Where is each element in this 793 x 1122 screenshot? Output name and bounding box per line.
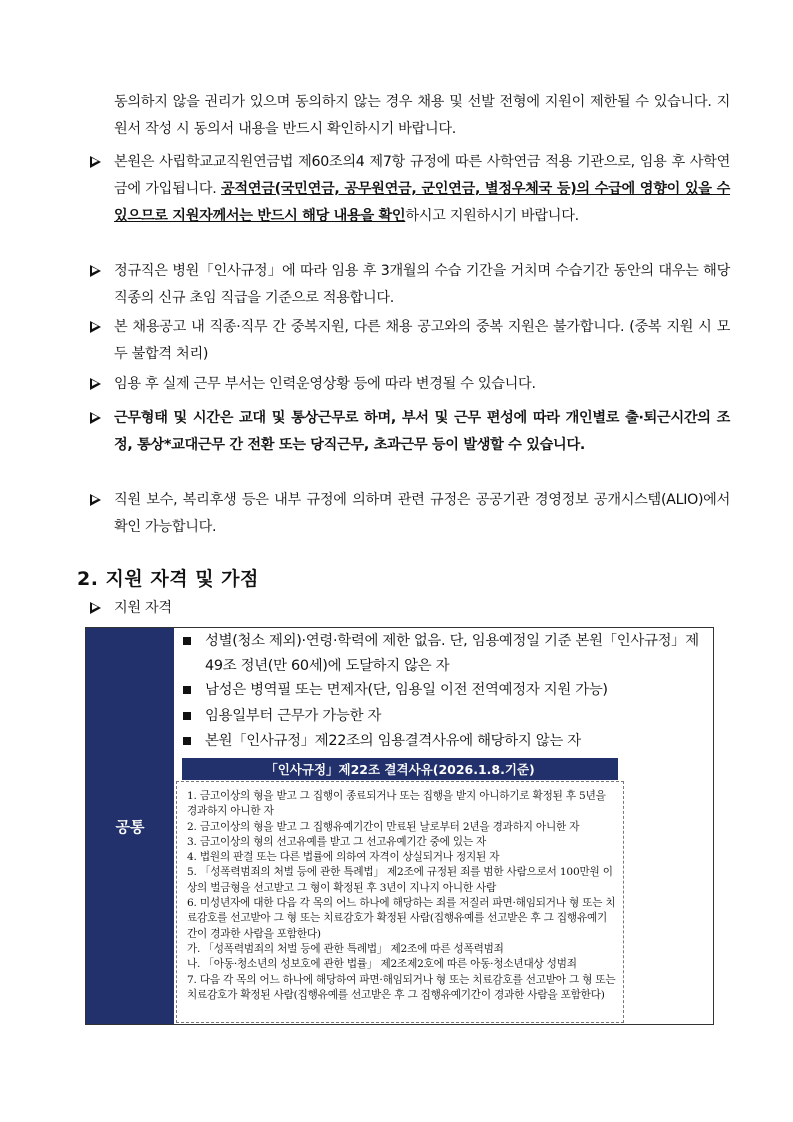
qualification-label: 공통: [86, 628, 174, 1024]
triangle-bullet-icon: [90, 378, 101, 390]
square-bullet-icon: [183, 686, 191, 694]
paragraph-salary-text: 직원 보수, 복리후생 등은 내부 규정에 의하며 관련 규정은 공공기관 경영정보 공개시스템(ALIO)에서 확인 가능합니다.: [114, 492, 730, 535]
paragraph-salary: [90, 487, 730, 541]
section-title: 2. 지원 자격 및 가점: [77, 568, 259, 590]
qualification-item: [183, 629, 711, 679]
qualification-item: [183, 678, 711, 703]
triangle-bullet-icon: [90, 156, 101, 168]
paragraph-department: [90, 371, 730, 398]
pension-text-normal: 본원은 사립학교교직원연금법 제60조의4 제7항 규정에 따른 사학연금 적용 기관으로, 임용 후 사학연금에 가입됩니다.: [114, 154, 730, 197]
triangle-bullet-icon: [90, 321, 101, 333]
disqualification-item: 1. 금고이상의 형을 받고 그 집행이 종료되거나 또는 집행을 받지 아니하기로 확정된 후 5년을 경과하지 아니한 자: [187, 790, 606, 818]
disqualification-item: 6. 미성년자에 대한 다음 각 목의 어느 하나에 해당하는 죄를 저질러 파면·해임되거나 형 또는 치료감호를 선고받아 그 형 또는 치료감호가 확정된 사람(집행유예를 선고받은 후 그 집행유예기간이 경과한 사람을 포함한다): [187, 897, 616, 940]
disqualification-subitem: 나. 「아동·청소년의 성보호에 관한 법률」 제2조제2호에 따른 아동·청소년대상 성범죄: [187, 958, 577, 971]
paragraph-work-shift: [90, 405, 730, 459]
qualification-item-text: 남성은 병역필 또는 면제자(단, 임용일 이전 전역예정자 지원 가능): [205, 682, 608, 698]
disqualification-item: 5. 「성폭력범죄의 처벌 등에 관한 특례법」 제2조에 규정된 죄를 범한 사람으로서 100만원 이상의 벌금형을 선고받고 그 형이 확정된 후 3년이 지나지 아니한 사람: [187, 866, 613, 894]
paragraph-pension-text: [90, 149, 730, 230]
pension-text-tail: 하시고 지원하시기 바랍니다.: [405, 208, 579, 224]
section-subtitle-text: 지원 자격: [114, 600, 172, 616]
qualification-item-text: 임용일부터 근무가 가능한 자: [205, 708, 382, 724]
qualification-item: [183, 704, 711, 729]
triangle-bullet-icon: [90, 494, 101, 506]
triangle-bullet-icon: [90, 412, 101, 424]
paragraph-consent: [90, 89, 730, 143]
square-bullet-icon: [183, 637, 191, 645]
disqualification-subitem: 가. 「성폭력범죄의 처벌 등에 관한 특례법」 제2조에 따른 성폭력범죄: [187, 942, 504, 955]
disqualification-item: 2. 금고이상의 형을 받고 그 집행유예기간이 만료된 날로부터 2년을 경과하지 아니한 자: [187, 820, 580, 833]
paragraph-duplicate-text: 본 채용공고 내 직종·직무 간 중복지원, 다른 채용 공고와의 중복 지원은 불가합니다. (중복 지원 시 모두 불합격 처리): [114, 319, 730, 362]
disqualification-item: 3. 금고이상의 형의 선고유예를 받고 그 선고유예기간 중에 있는 자: [187, 835, 487, 848]
disqualification-list: [187, 789, 617, 1003]
triangle-bullet-icon: [90, 265, 101, 277]
qualification-item-text: 성별(청소 제외)·연령·학력에 제한 없음. 단, 임용예정일 기준 본원「인사규정」제49조 정년(만 60세)에 도달하지 않은 자: [205, 633, 699, 674]
paragraph-duplicate: [90, 314, 730, 368]
paragraph-pension: [90, 149, 730, 230]
disqualification-title: 「인사규정」제22조 결격사유(2026.1.8.기준): [182, 758, 618, 780]
triangle-bullet-icon: [90, 602, 101, 614]
paragraph-department-text: 임용 후 실제 근무 부서는 인력운영상황 등에 따라 변경될 수 있습니다.: [114, 376, 536, 392]
paragraph-probation: [90, 258, 730, 312]
disqualification-box: [176, 781, 624, 1023]
disqualification-item: 7. 다음 각 목의 어느 하나에 해당하여 파면·해임되거나 형 또는 치료감호를 선고받아 그 형 또는 치료감호가 확정된 사람(집행유예를 선고받은 후 그 집행유예기간이 경과한 사람을 포함한다): [187, 973, 616, 1001]
paragraph-consent-text: 동의하지 않을 권리가 있으며 동의하지 않는 경우 채용 및 선발 전형에 지원이 제한될 수 있습니다. 지원서 작성 시 동의서 내용을 반드시 확인하시기 바랍니다.: [114, 94, 730, 137]
qualification-item: [183, 729, 711, 754]
section-subtitle: [90, 595, 730, 622]
square-bullet-icon: [183, 712, 191, 720]
disqualification-item: 4. 법원의 판결 또는 다른 법률에 의하여 자격이 상실되거나 정지된 자: [187, 851, 500, 864]
paragraph-probation-text: 정규직은 병원「인사규정」에 따라 임용 후 3개월의 수습 기간을 거치며 수습기간 동안의 대우는 해당 직종의 신규 초임 직급을 기준으로 적용합니다.: [114, 263, 730, 306]
paragraph-work-shift-text: 근무형태 및 시간은 교대 및 통상근무로 하며, 부서 및 근무 편성에 따라 개인별로 출·퇴근시간의 조정, 통상*교대근무 간 전환 또는 당직근무, 초과근무 등이 발생할 수 있습니다.: [114, 410, 730, 453]
pension-text-emphasis: 공적연금(국민연금, 공무원연금, 군인연금, 별정우체국 등)의 수급에 영향이 있을 수 있으므로 지원자께서는 반드시 해당 내용을 확인: [114, 181, 731, 224]
square-bullet-icon: [183, 737, 191, 745]
qualification-item-text: 본원「인사규정」제22조의 임용결격사유에 해당하지 않는 자: [205, 733, 581, 749]
